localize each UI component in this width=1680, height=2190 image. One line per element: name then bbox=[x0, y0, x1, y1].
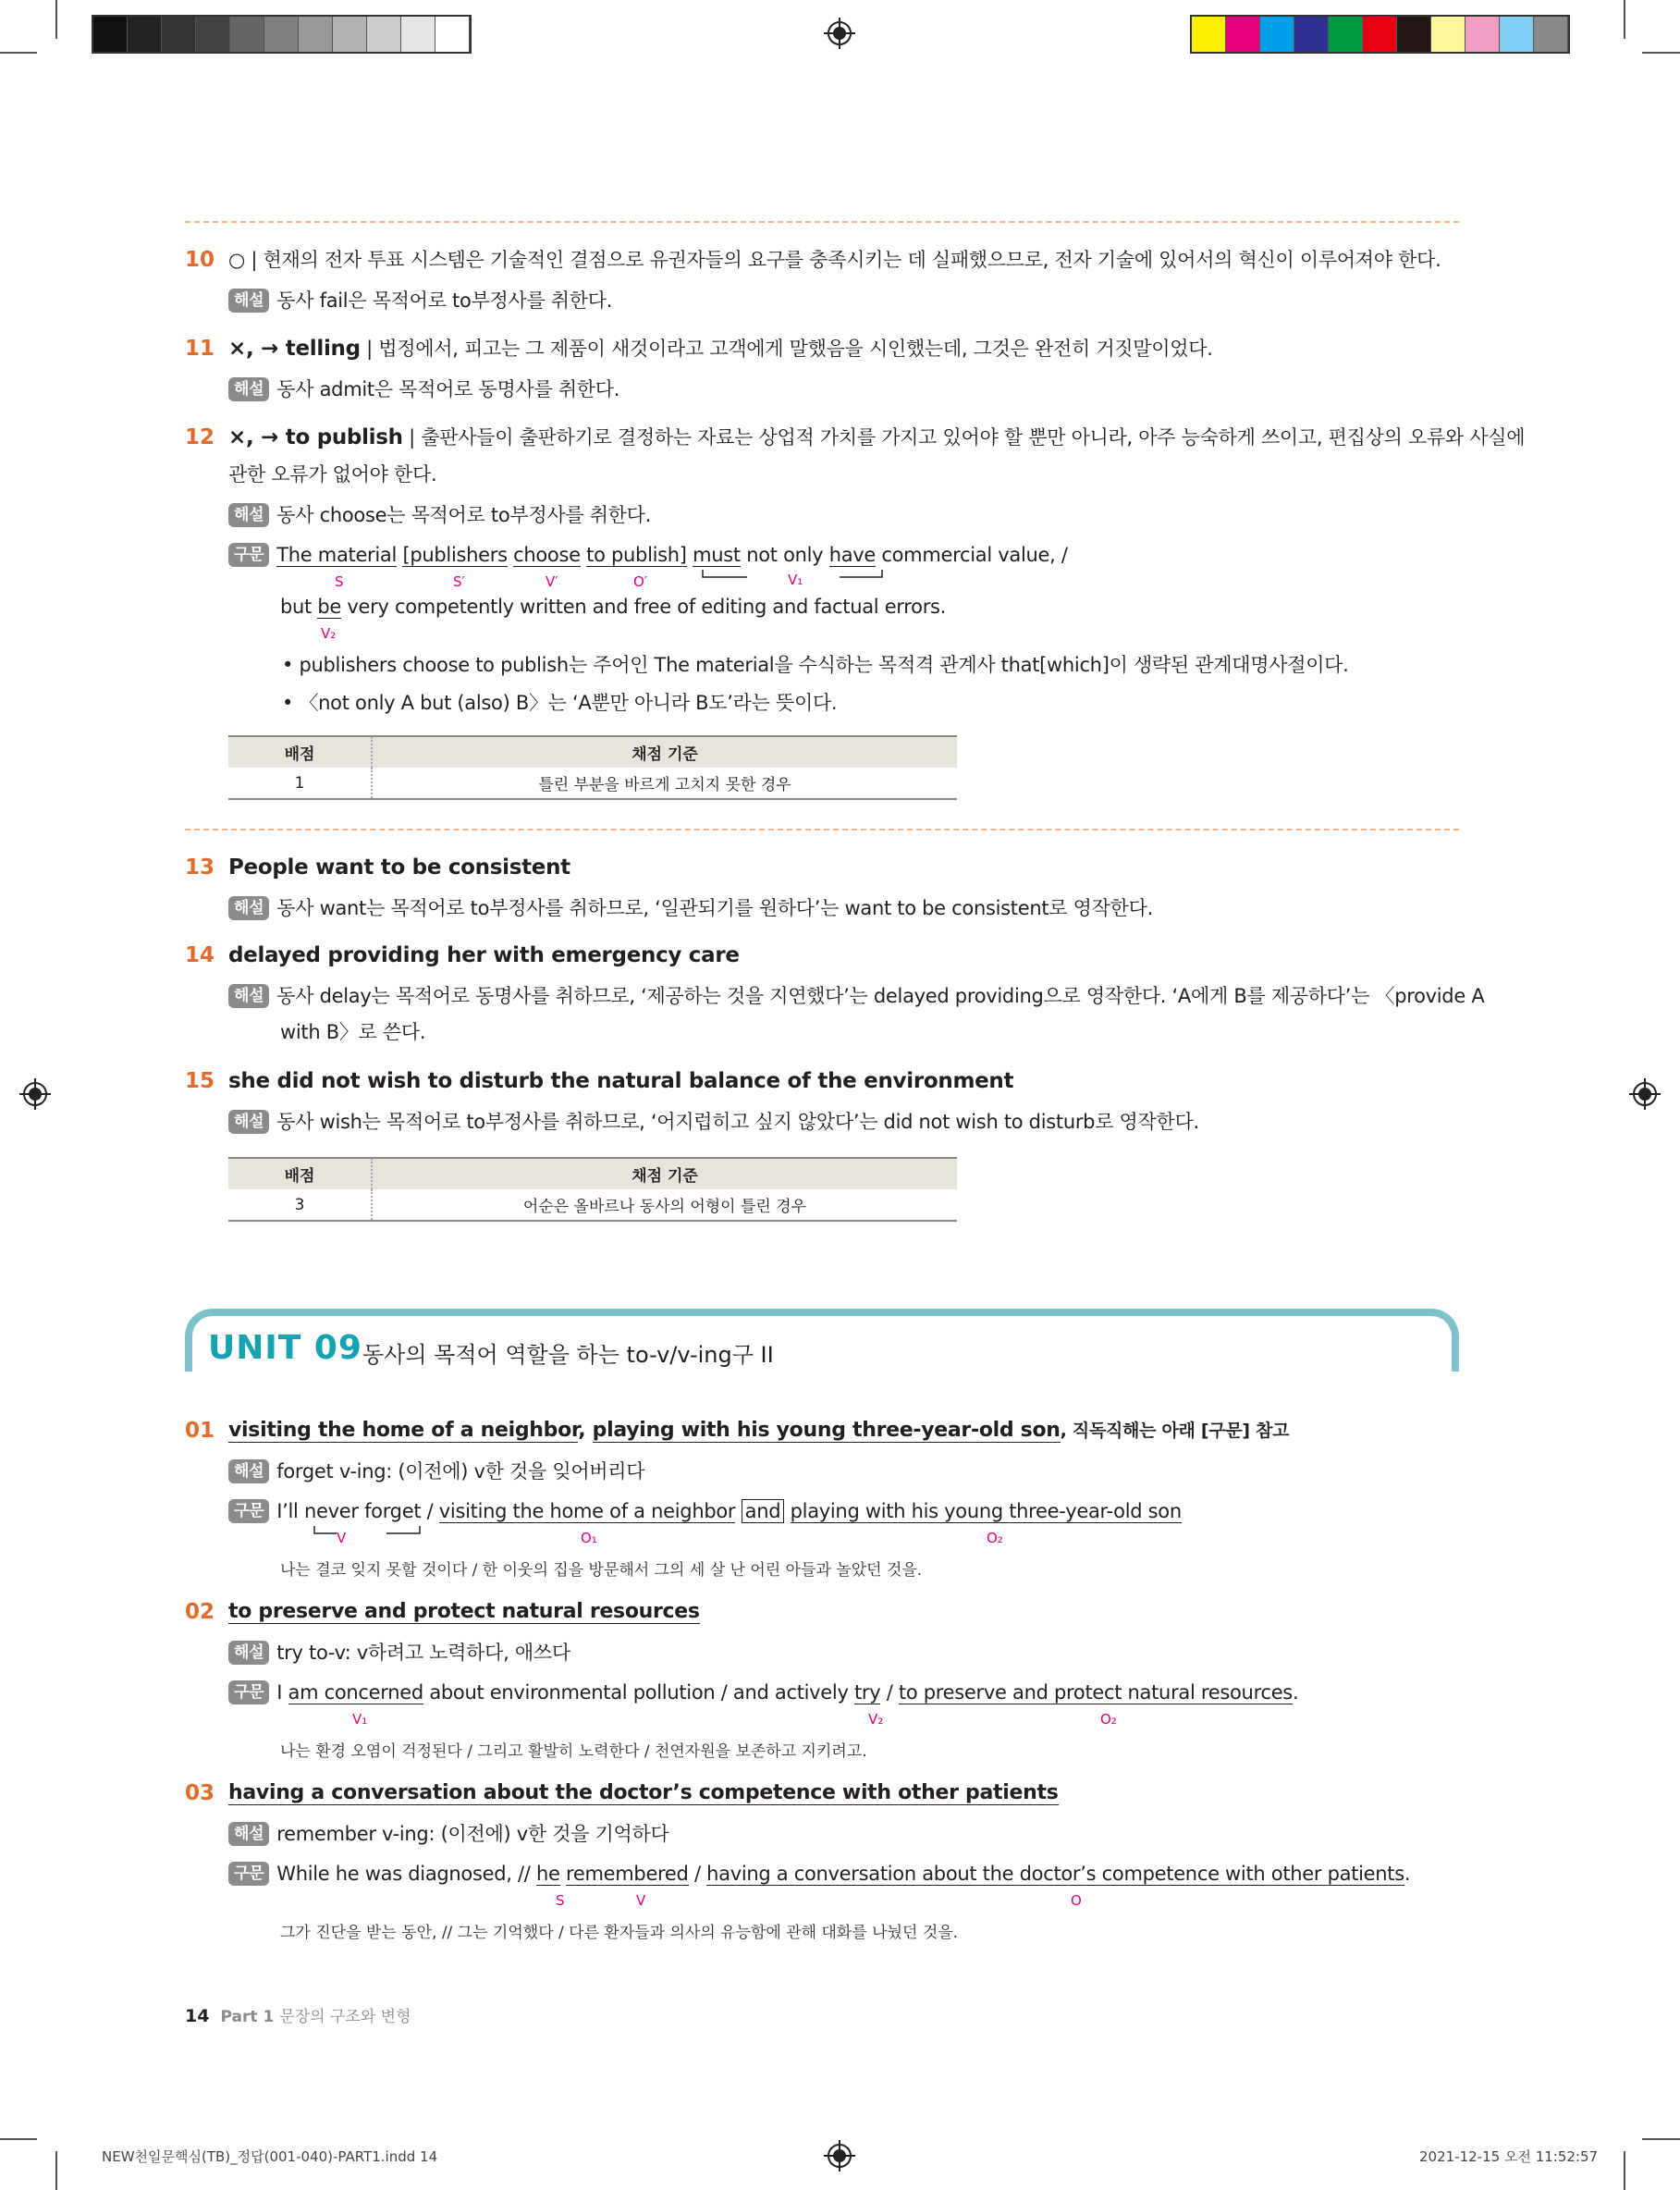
syntax-line bbox=[280, 592, 946, 621]
syntax-clause: [publishers bbox=[402, 544, 508, 566]
explanation-cont: with B〉로 쓴다. bbox=[280, 1021, 426, 1043]
answer: ×, → to publish bbox=[228, 425, 403, 449]
tag-badge: 구문 bbox=[228, 1680, 269, 1704]
syntax-subject: The material bbox=[276, 544, 398, 566]
crop-mark bbox=[0, 52, 37, 54]
gray-swatch bbox=[264, 17, 299, 52]
answer-line bbox=[228, 423, 1525, 452]
answer: playing with his young three-year-old son bbox=[592, 1419, 1061, 1442]
gray-swatch bbox=[299, 17, 333, 52]
syntax-verb-part: must bbox=[693, 544, 741, 566]
tag-badge: 해설 bbox=[228, 1822, 269, 1846]
translation-cont: 관한 오류가 없어야 한다. bbox=[228, 463, 437, 486]
tag-badge: 해설 bbox=[228, 1459, 269, 1483]
answer: delayed providing her with emergency care bbox=[228, 943, 740, 967]
color-swatch bbox=[1534, 17, 1568, 52]
item-number: 11 bbox=[185, 337, 215, 361]
syntax-verb: am concerned bbox=[288, 1681, 423, 1704]
table-header: 채점 기준 bbox=[372, 1158, 957, 1189]
explanation bbox=[228, 1107, 1199, 1137]
answer-line: ○ | 현재의 전자 투표 시스템은 기술적인 결점으로 유권자들의 요구를 충족시키는 데 실패했으므로, 전자 기술에 있어서의 혁신이 이루어져야 한다. bbox=[228, 249, 1441, 271]
syntax-label: V bbox=[337, 1530, 347, 1546]
tag-badge: 구문 bbox=[228, 1499, 269, 1523]
literal-translation: 나는 결코 잊지 못할 것이다 / 한 이웃의 집을 방문해서 그의 세 살 난 어린 아들과 놀았던 것을. bbox=[280, 1561, 923, 1580]
answer-line bbox=[228, 1416, 1289, 1446]
syntax-verb: choose bbox=[513, 544, 581, 566]
syntax-line: 구문 I am concerned about environmental pollution / and actively try / to preserve and protect natural resources. bbox=[228, 1678, 1298, 1707]
answer-line bbox=[228, 334, 1213, 363]
unit-subtitle: 동사의 목적어 역할을 하는 to-v/v-ing구 II bbox=[362, 1342, 774, 1368]
syntax-object: visiting the home of a neighbor bbox=[438, 1500, 736, 1522]
item-number: 12 bbox=[185, 425, 215, 449]
explanation-text: try to-v: v하려고 노력하다, 애쓰다 bbox=[276, 1642, 570, 1664]
answer-sep: , bbox=[578, 1419, 593, 1442]
bracket-line bbox=[313, 1524, 423, 1543]
explanation-text: 동사 fail은 목적어로 to부정사를 취한다. bbox=[276, 289, 613, 312]
answer: ×, → telling bbox=[228, 337, 361, 361]
explanation bbox=[228, 1638, 570, 1667]
explanation-text: 동사 admit은 목적어로 동명사를 취한다. bbox=[276, 378, 620, 400]
divider bbox=[185, 221, 1459, 223]
color-calibration-bar bbox=[1190, 15, 1570, 54]
color-swatch bbox=[1226, 17, 1260, 52]
translation: | 출판사들이 출판하기로 결정하는 자료는 상업적 가치를 가지고 있어야 할 뿐만 아니라, 아주 능숙하게 쓰이고, 편집상의 오류와 사실에 bbox=[402, 426, 1526, 449]
syntax-label: O₂ bbox=[1100, 1711, 1117, 1728]
syntax-line bbox=[228, 540, 1068, 570]
syntax-label: O₁ bbox=[581, 1530, 597, 1546]
explanation bbox=[228, 500, 651, 530]
timestamp: 2021-12-15 오전 11:52:57 bbox=[1419, 2148, 1599, 2165]
syntax-label: O₂ bbox=[987, 1530, 1003, 1546]
table-header: 채점 기준 bbox=[372, 736, 957, 768]
syntax-label: V₁ bbox=[352, 1711, 368, 1728]
color-swatch bbox=[1329, 17, 1363, 52]
tag-badge: 해설 bbox=[228, 503, 269, 527]
gray-swatch bbox=[333, 17, 367, 52]
answer: having a conversation about the doctor’s competence with other patients bbox=[228, 1781, 1059, 1804]
crop-mark bbox=[55, 2151, 57, 2190]
bullet-note: • publishers choose to publish는 주어인 The material을 수식하는 목적격 관계사 that[which]이 생략된 관계대명사절이다. bbox=[282, 654, 1349, 676]
crop-mark bbox=[1624, 2151, 1625, 2190]
grayscale-calibration-bar bbox=[92, 15, 472, 54]
syntax-label: V₂ bbox=[321, 625, 337, 642]
syntax-object: to publish] bbox=[586, 544, 687, 566]
table-cell: 어순은 올바르나 동사의 어형이 틀린 경우 bbox=[372, 1189, 957, 1221]
explanation-text: 동사 choose는 목적어로 to부정사를 취한다. bbox=[276, 504, 652, 526]
registration-mark-icon bbox=[19, 1078, 51, 1110]
color-swatch bbox=[1363, 17, 1397, 52]
tag-badge: 해설 bbox=[228, 289, 269, 313]
syntax-verb-part: have bbox=[828, 544, 877, 566]
item-number: 10 bbox=[185, 248, 215, 272]
item-number: 01 bbox=[185, 1419, 215, 1443]
explanation-text: 동사 want는 목적어로 to부정사를 취하므로, ‘일관되기를 원하다’는 want to be consistent로 영작한다. bbox=[276, 897, 1153, 919]
syntax-label: S bbox=[335, 573, 344, 590]
syntax-text: I’ll never bbox=[276, 1500, 365, 1522]
color-swatch bbox=[1397, 17, 1431, 52]
explanation bbox=[228, 1819, 669, 1849]
crop-mark bbox=[55, 0, 57, 39]
syntax-label: S bbox=[556, 1892, 565, 1909]
syntax-conjunction: and bbox=[742, 1499, 785, 1523]
color-swatch bbox=[1465, 17, 1500, 52]
syntax-text: I bbox=[276, 1681, 288, 1704]
explanation bbox=[228, 981, 1484, 1011]
gray-swatch bbox=[435, 17, 470, 52]
registration-mark-icon bbox=[1629, 1078, 1661, 1110]
syntax-label: O bbox=[1071, 1892, 1082, 1909]
tag-badge: 해설 bbox=[228, 1110, 269, 1134]
color-swatch bbox=[1500, 17, 1534, 52]
syntax-text: not only bbox=[740, 544, 829, 566]
crop-mark bbox=[1642, 52, 1680, 54]
gray-swatch bbox=[162, 17, 196, 52]
tag-badge: 해설 bbox=[228, 377, 269, 401]
syntax-text: / bbox=[688, 1863, 707, 1885]
answer-line bbox=[228, 1066, 1013, 1096]
explanation-text: remember v-ing: (이전에) v한 것을 기억하다 bbox=[276, 1823, 669, 1845]
table-cell: 틀린 부분을 바르게 고치지 못한 경우 bbox=[372, 768, 957, 799]
syntax-object: playing with his young three-year-old son bbox=[790, 1500, 1182, 1522]
explanation-text: 동사 delay는 목적어로 동명사를 취하므로, ‘제공하는 것을 지연했다’는 delayed providing으로 영작한다. ‘A에게 B를 제공하다’는 〈provide A bbox=[276, 985, 1485, 1007]
item-number: 13 bbox=[185, 855, 215, 880]
translation: | 법정에서, 피고는 그 제품이 새것이라고 고객에게 말했음을 시인했는데, 그것은 완전히 거짓말이었다. bbox=[360, 338, 1213, 360]
tag-badge: 해설 bbox=[228, 896, 269, 920]
part-title: 문장의 구조와 변형 bbox=[279, 2008, 411, 2026]
syntax-text: / bbox=[880, 1681, 899, 1704]
part-label: Part 1 bbox=[220, 2008, 275, 2026]
syntax-text: While he was diagnosed, // bbox=[276, 1863, 536, 1885]
syntax-text: about environmental pollution / and actively bbox=[423, 1681, 854, 1704]
crop-mark bbox=[1624, 0, 1625, 39]
explanation bbox=[228, 375, 619, 404]
gray-swatch bbox=[128, 17, 162, 52]
gray-swatch bbox=[93, 17, 128, 52]
syntax-object: to preserve and protect natural resources bbox=[898, 1681, 1293, 1704]
gray-swatch bbox=[401, 17, 435, 52]
color-swatch bbox=[1294, 17, 1329, 52]
answer-line bbox=[228, 853, 570, 882]
page-footer bbox=[185, 2003, 411, 2026]
registration-mark-icon bbox=[824, 2140, 855, 2172]
answer: People want to be consistent bbox=[228, 855, 570, 880]
divider bbox=[185, 829, 1459, 830]
syntax-label: O′ bbox=[633, 573, 648, 590]
answer-note: , 직독직해는 아래 [구문] 참고 bbox=[1060, 1421, 1290, 1441]
gray-swatch bbox=[367, 17, 401, 52]
answer: she did not wish to disturb the natural balance of the environment bbox=[228, 1069, 1014, 1093]
syntax-verb: forget bbox=[364, 1500, 422, 1522]
literal-translation: 그가 진단을 받는 동안, // 그는 기억했다 / 다른 환자들과 의사의 유능함에 관해 대화를 나눴던 것을. bbox=[280, 1924, 959, 1942]
syntax-text: very competently written and free of editing and factual errors. bbox=[341, 596, 947, 618]
page-number: 14 bbox=[185, 2006, 210, 2026]
answer-line bbox=[228, 1778, 1059, 1808]
explanation-text: 동사 wish는 목적어로 to부정사를 취하므로, ‘어지럽히고 싶지 않았다’는 did not wish to disturb로 영작한다. bbox=[276, 1111, 1199, 1133]
syntax-label: V₁ bbox=[788, 572, 803, 588]
unit-title: UNIT 09 bbox=[208, 1329, 362, 1367]
syntax-text: commercial value, / bbox=[876, 544, 1068, 566]
syntax-label: V bbox=[636, 1892, 646, 1909]
literal-translation: 나는 환경 오염이 걱정된다 / 그리고 활발히 노력한다 / 천연자원을 보존하고 지키려고. bbox=[280, 1742, 867, 1761]
explanation bbox=[228, 1457, 644, 1486]
answer-line bbox=[228, 941, 740, 970]
item-number: 14 bbox=[185, 943, 215, 967]
answer-line bbox=[228, 1597, 700, 1627]
syntax-verb: be bbox=[317, 596, 342, 618]
syntax-verb: try bbox=[853, 1681, 881, 1704]
item-number: 03 bbox=[185, 1781, 215, 1805]
file-slug: NEW천일문핵심(TB)_정답(001-040)-PART1.indd 14 bbox=[102, 2148, 438, 2165]
tag-badge: 해설 bbox=[228, 984, 269, 1008]
tag-badge: 구문 bbox=[228, 543, 269, 567]
gray-swatch bbox=[230, 17, 264, 52]
syntax-text: / bbox=[421, 1500, 439, 1522]
color-swatch bbox=[1260, 17, 1294, 52]
gray-swatch bbox=[196, 17, 230, 52]
scoring-table bbox=[228, 735, 957, 800]
table-cell: 3 bbox=[228, 1189, 372, 1221]
explanation-text: forget v-ing: (이전에) v한 것을 잊어버리다 bbox=[276, 1460, 645, 1483]
scoring-table bbox=[228, 1157, 957, 1222]
bullet-note: • 〈not only A but (also) B〉는 ‘A뿐만 아니라 B도’라는 뜻이다. bbox=[282, 692, 838, 714]
syntax-object: having a conversation about the doctor’s competence with other patients bbox=[706, 1863, 1404, 1885]
syntax-verb: remembered bbox=[565, 1863, 689, 1885]
registration-mark-icon bbox=[824, 18, 855, 49]
tag-badge: 구문 bbox=[228, 1862, 269, 1886]
syntax-line bbox=[228, 1496, 1182, 1526]
crop-mark bbox=[0, 2138, 37, 2140]
table-header: 배점 bbox=[228, 736, 372, 768]
table-cell: 1 bbox=[228, 768, 372, 799]
tag-badge: 해설 bbox=[228, 1641, 269, 1665]
explanation bbox=[228, 286, 612, 315]
syntax-label: V′ bbox=[546, 573, 558, 590]
syntax-subject: he bbox=[535, 1863, 560, 1885]
color-swatch bbox=[1431, 17, 1465, 52]
syntax-line: 구문 While he was diagnosed, // he remembered / having a conversation about the doctor’s competence with other patients. bbox=[228, 1859, 1410, 1889]
syntax-label: V₂ bbox=[868, 1711, 884, 1728]
answer: to preserve and protect natural resources bbox=[228, 1600, 700, 1623]
item-number: 02 bbox=[185, 1600, 215, 1624]
answer: visiting the home of a neighbor bbox=[228, 1419, 579, 1442]
color-swatch bbox=[1192, 17, 1226, 52]
syntax-text: but bbox=[280, 596, 318, 618]
item-number: 15 bbox=[185, 1069, 215, 1093]
table-header: 배점 bbox=[228, 1158, 372, 1189]
crop-mark bbox=[1642, 2138, 1680, 2140]
explanation bbox=[228, 893, 1153, 923]
syntax-label: S′ bbox=[453, 573, 465, 590]
